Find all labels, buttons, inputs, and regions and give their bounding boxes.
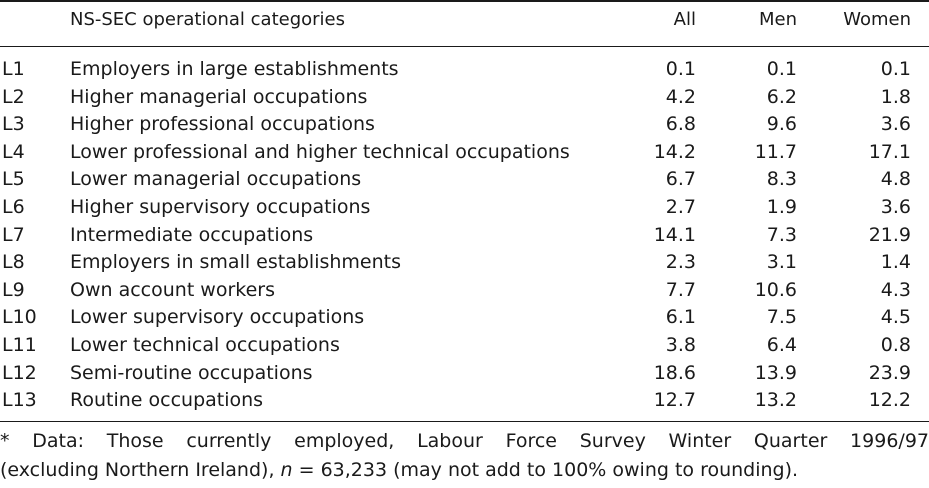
header-rule [0, 46, 929, 47]
row-code: L8 [2, 251, 25, 274]
row-women-value: 4.8 [880, 168, 911, 191]
row-code: L2 [2, 85, 25, 108]
row-men-value: 6.2 [766, 85, 797, 108]
row-all-value: 6.7 [665, 168, 696, 191]
row-category: Higher supervisory occupations [70, 196, 371, 218]
row-code: L5 [2, 168, 25, 191]
row-men-value: 9.6 [766, 113, 797, 136]
row-men-value: 10.6 [754, 278, 797, 301]
footnote-line-2 [0, 456, 929, 485]
header-men: Men [758, 9, 797, 30]
row-men-value: 8.3 [766, 168, 797, 191]
top-rule [0, 0, 929, 2]
row-women-value: 4.5 [880, 306, 911, 329]
row-category: Lower technical occupations [70, 334, 340, 356]
row-category: Lower supervisory occupations [70, 306, 365, 329]
row-all-value: 2.3 [665, 251, 696, 274]
row-men-value: 6.4 [766, 334, 797, 356]
row-code: L10 [2, 306, 37, 329]
header-category: NS-SEC operational categories [70, 9, 346, 30]
footnote-line-2-start: (excluding Northern Ireland), [0, 459, 281, 481]
row-all-value: 0.1 [665, 58, 696, 80]
row-code: L13 [2, 389, 37, 412]
row-code: L9 [2, 278, 25, 301]
row-category: Semi-routine occupations [70, 361, 313, 384]
row-category: Routine occupations [70, 389, 264, 412]
row-men-value: 1.9 [766, 196, 797, 218]
row-men-value: 13.2 [754, 389, 797, 412]
row-category: Lower professional and higher technical occupations [70, 140, 570, 163]
row-men-value: 7.3 [766, 223, 797, 246]
row-women-value: 23.9 [868, 361, 911, 384]
row-category: Intermediate occupations [70, 223, 314, 246]
footnote-variable-n: n [280, 459, 293, 481]
footnote-line-2-end: = 63,233 (may not add to 100% owing to rounding). [292, 459, 799, 481]
row-code: L1 [2, 58, 25, 80]
row-code: L4 [2, 140, 25, 163]
row-all-value: 3.8 [665, 334, 696, 356]
row-men-value: 13.9 [754, 361, 797, 384]
row-code: L11 [2, 334, 37, 356]
header-women: Women [843, 9, 911, 30]
row-women-value: 17.1 [868, 140, 911, 163]
row-men-value: 0.1 [766, 58, 797, 80]
row-all-value: 14.1 [653, 223, 696, 246]
row-women-value: 3.6 [880, 196, 911, 218]
row-all-value: 7.7 [665, 278, 696, 301]
row-category: Own account workers [70, 278, 276, 301]
row-women-value: 12.2 [868, 389, 911, 412]
row-men-value: 7.5 [766, 306, 797, 329]
row-code: L7 [2, 223, 25, 246]
header-all: All [673, 9, 696, 30]
row-code: L6 [2, 196, 25, 218]
row-category: Higher managerial occupations [70, 85, 368, 108]
row-all-value: 18.6 [653, 361, 696, 384]
row-category: Employers in large establishments [70, 58, 399, 80]
footnote-line-1: * Data: Those currently employed, Labour Force Survey Winter Quarter 1996/97 [0, 430, 929, 452]
row-men-value: 11.7 [754, 140, 797, 163]
row-all-value: 12.7 [653, 389, 696, 412]
row-all-value: 2.7 [665, 196, 696, 218]
row-women-value: 21.9 [868, 223, 911, 246]
row-category: Lower managerial occupations [70, 168, 362, 191]
row-category: Higher professional occupations [70, 113, 375, 136]
row-all-value: 4.2 [665, 85, 696, 108]
row-all-value: 6.8 [665, 113, 696, 136]
row-women-value: 1.4 [880, 251, 911, 274]
row-women-value: 1.8 [880, 85, 911, 108]
row-women-value: 0.1 [880, 58, 911, 80]
bottom-rule [0, 421, 929, 422]
footnote [0, 427, 929, 485]
row-code: L12 [2, 361, 37, 384]
row-men-value: 3.1 [766, 251, 797, 274]
row-category: Employers in small establishments [70, 251, 401, 274]
row-all-value: 6.1 [665, 306, 696, 329]
row-all-value: 14.2 [653, 140, 696, 163]
row-code: L3 [2, 113, 25, 136]
row-women-value: 0.8 [880, 334, 911, 356]
row-women-value: 3.6 [880, 113, 911, 136]
row-women-value: 4.3 [880, 278, 911, 301]
